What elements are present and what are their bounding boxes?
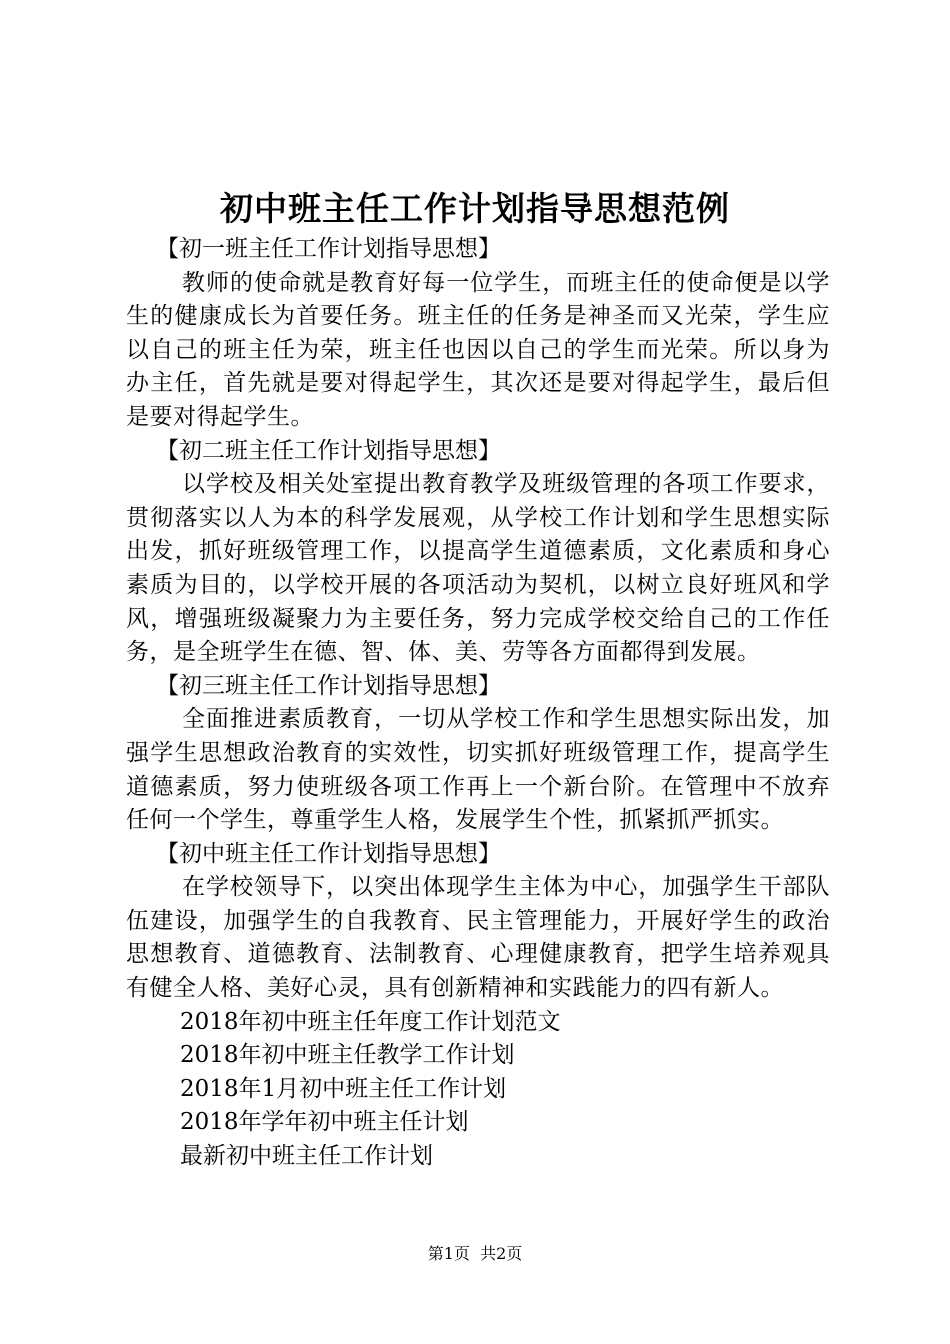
related-article-link[interactable]: 最新初中班主任工作计划 [180,1143,433,1170]
related-article-link[interactable]: 2018年学年初中班主任计划 [180,1109,469,1136]
section-heading: 【初二班主任工作计划指导思想】 [156,437,501,464]
related-article-link[interactable]: 2018年初中班主任教学工作计划 [180,1042,515,1069]
page-footer [0,1243,950,1265]
section-paragraph: 全面推进素质教育，一切从学校工作和学生思想实际出发，加强学生思想政治教育的实效性，切实抓好班级管理工作，提高学生道德素质，努力使班级各项工作再上一个新台阶。在管理中不放弃任何一个学生，尊重学生人格，发展学生个性，抓紧抓严抓实。 [126,706,830,834]
related-article-link[interactable]: 2018年1月初中班主任工作计划 [180,1075,507,1102]
page-number: 第1页 [427,1244,470,1263]
section-paragraph: 教师的使命就是教育好每一位学生，而班主任的使命便是以学生的健康成长为首要任务。班主任的任务是神圣而又光荣，学生应以自己的班主任为荣，班主任也因以自己的学生而光荣。所以身为办主任，首先就是要对得起学生，其次还是要对得起学生，最后但是要对得起学生。 [126,269,830,430]
section-paragraph: 在学校领导下，以突出体现学生主体为中心，加强学生干部队伍建设，加强学生的自我教育、民主管理能力，开展好学生的政治思想教育、道德教育、法制教育、心理健康教育，把学生培养观具有健全人格、美好心灵，具有创新精神和实践能力的四有新人。 [126,874,830,1002]
section-heading: 【初中班主任工作计划指导思想】 [156,840,501,867]
page-total: 共2页 [480,1244,523,1263]
document-body [126,233,830,1174]
section-paragraph: 以学校及相关处室提出教育教学及班级管理的各项工作要求，贯彻落实以人为本的科学发展观，从学校工作计划和学生思想实际出发，抓好班级管理工作，以提高学生道德素质，文化素质和身心素质为目的，以学校开展的各项活动为契机，以树立良好班风和学风，增强班级凝聚力为主要任务，努力完成学校交给自己的工作任务，是全班学生在德、智、体、美、劳等各方面都得到发展。 [126,471,830,666]
section-heading: 【初三班主任工作计划指导思想】 [156,672,501,699]
section-heading: 【初一班主任工作计划指导思想】 [156,236,501,262]
related-article-link[interactable]: 2018年初中班主任年度工作计划范文 [180,1008,561,1035]
document-title: 初中班主任工作计划指导思想范例 [220,189,730,228]
